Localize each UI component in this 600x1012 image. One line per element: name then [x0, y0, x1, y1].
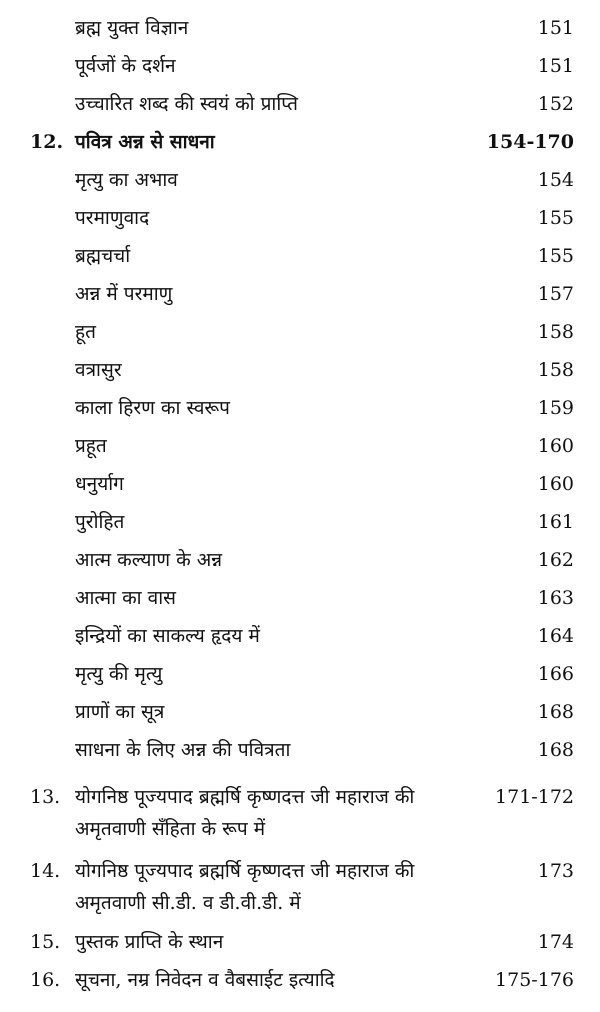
- chapter-title: पुस्तक प्राप्ति के स्थान: [75, 931, 224, 953]
- entry-page: 166: [537, 663, 574, 685]
- entry-title: परमाणुवाद: [75, 207, 150, 229]
- entry-page: 160: [537, 473, 574, 495]
- chapter-number: 16.: [30, 969, 61, 991]
- entry-title: इन्द्रियों का साकल्य हृदय में: [75, 625, 260, 647]
- chapter-title: योगनिष्ठ पूज्यपाद ब्रह्मर्षि कृष्णदत्त जी महाराज की: [75, 786, 415, 808]
- toc-entry: [0, 618, 600, 654]
- entry-title: अन्न में परमाणु: [75, 283, 173, 305]
- entry-title: मृत्यु की मृत्यु: [75, 663, 163, 685]
- entry-title: ब्रह्म युक्त विज्ञान: [75, 17, 189, 39]
- chapter-page: 174: [537, 931, 574, 953]
- entry-page: 152: [537, 93, 574, 115]
- entry-page: 157: [537, 283, 574, 305]
- entry-title: हूत: [75, 321, 96, 343]
- toc-entry: [0, 86, 600, 122]
- entry-page: 151: [537, 55, 574, 77]
- toc-entry: [0, 428, 600, 464]
- entry-title: पूर्वजों के दर्शन: [75, 55, 176, 77]
- chapter-number: 13.: [30, 786, 61, 808]
- entry-page: 151: [537, 17, 574, 39]
- toc-entry: [0, 314, 600, 350]
- toc-entry: [0, 162, 600, 198]
- toc-chapter: [0, 924, 600, 960]
- toc-entry: [0, 200, 600, 236]
- toc-chapter: [0, 856, 600, 920]
- entry-title: धनुर्याग: [75, 473, 124, 495]
- toc-chapter: [0, 124, 600, 160]
- toc-entry: [0, 352, 600, 388]
- toc-entry: [0, 10, 600, 46]
- chapter-page: 154-170: [486, 131, 574, 153]
- entry-page: 162: [537, 549, 574, 571]
- entry-page: 155: [537, 207, 574, 229]
- chapter-number: 15.: [30, 931, 61, 953]
- chapter-page: 175-176: [495, 969, 574, 991]
- chapter-page: 171-172: [495, 786, 574, 808]
- toc-entry: [0, 656, 600, 692]
- entry-page: 164: [537, 625, 574, 647]
- entry-title: साधना के लिए अन्न की पवित्रता: [75, 739, 291, 761]
- chapter-title-continued: अमृतवाणी सँहिता के रूप में: [75, 818, 266, 840]
- entry-title: वत्रासुर: [75, 359, 122, 381]
- toc-entry: [0, 390, 600, 426]
- chapter-page: 173: [537, 860, 574, 882]
- entry-page: 155: [537, 245, 574, 267]
- entry-title: ब्रह्मचर्चा: [75, 245, 131, 267]
- entry-page: 158: [537, 321, 574, 343]
- chapter-title: पवित्र अन्न से साधना: [75, 131, 215, 153]
- entry-page: 158: [537, 359, 574, 381]
- entry-page: 168: [537, 739, 574, 761]
- chapter-title: योगनिष्ठ पूज्यपाद ब्रह्मर्षि कृष्णदत्त जी महाराज की: [75, 860, 415, 882]
- entry-title: प्राणों का सूत्र: [75, 701, 165, 723]
- toc-entry: [0, 466, 600, 502]
- toc-entry: [0, 48, 600, 84]
- entry-title: आत्म कल्याण के अन्न: [75, 549, 223, 571]
- entry-page: 161: [537, 511, 574, 533]
- toc-entry: [0, 732, 600, 768]
- entry-page: 154: [537, 169, 574, 191]
- entry-title: मृत्यु का अभाव: [75, 169, 178, 191]
- chapter-number: 12.: [30, 131, 64, 153]
- toc-entry: [0, 238, 600, 274]
- entry-page: 163: [537, 587, 574, 609]
- chapter-title-continued: अमृतवाणी सी.डी. व डी.वी.डी. में: [75, 892, 301, 914]
- toc-entry: [0, 694, 600, 730]
- entry-title: आत्मा का वास: [75, 587, 176, 609]
- chapter-number: 14.: [30, 860, 61, 882]
- entry-page: 159: [537, 397, 574, 419]
- entry-title: उच्चारित शब्द की स्वयं को प्राप्ति: [75, 93, 298, 115]
- toc-chapter: [0, 782, 600, 846]
- toc-entry: [0, 504, 600, 540]
- entry-page: 160: [537, 435, 574, 457]
- toc-entry: [0, 542, 600, 578]
- toc-chapter: [0, 962, 600, 998]
- entry-title: काला हिरण का स्वरूप: [75, 397, 230, 419]
- entry-page: 168: [537, 701, 574, 723]
- toc-entry: [0, 276, 600, 312]
- chapter-title: सूचना, नम्र निवेदन व वैबसाईट इत्यादि: [75, 969, 335, 991]
- entry-title: पुरोहित: [75, 511, 125, 533]
- toc-entry: [0, 580, 600, 616]
- entry-title: प्रहूत: [75, 435, 107, 457]
